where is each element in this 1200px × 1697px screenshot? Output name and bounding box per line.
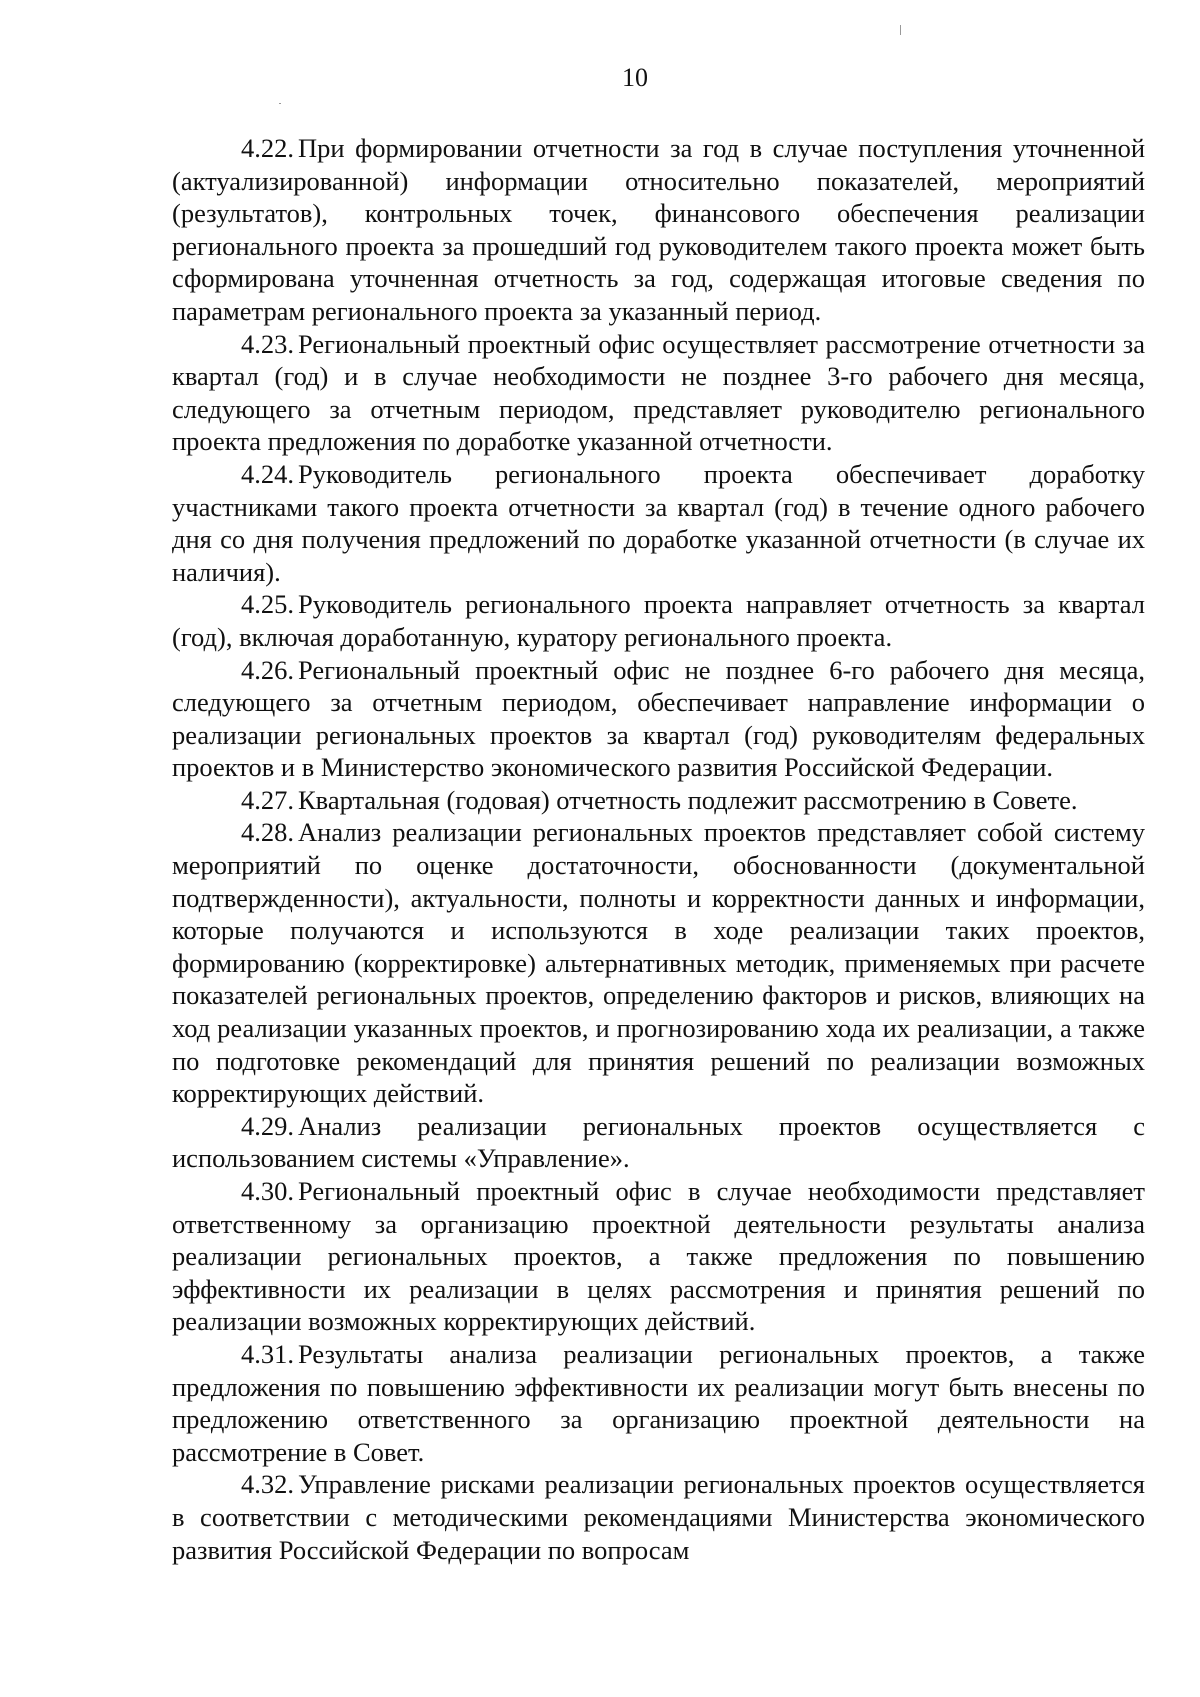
clause-4-32 (172, 1468, 1145, 1566)
clause-4-23 (172, 328, 1145, 458)
clause-number: 4.27. (241, 784, 294, 815)
clause-text: Анализ реализации региональных проектов представляет собой систему мероприятий по оценке достаточности, обоснованности (документальной подтвержденности), актуальности, полноты и корректности данных и информации, которые получаются и используются в ходе реализации таких проектов, формированию (корректировке) альтернативных методик, применяемых при расчете показателей региональных проектов, определению факторов и рисков, влияющих на ход реализации указанных проектов, и прогнозированию хода их реализации, а также по подготовке рекомендаций для принятия решений по реализации возможных корректирующих действий. (172, 817, 1145, 1109)
clause-text: Анализ реализации региональных проектов осуществляется с использованием системы «Управление». (172, 1110, 1145, 1174)
clause-number: 4.32. (241, 1469, 294, 1500)
clause-number: 4.30. (241, 1176, 294, 1206)
clause-text: Руководитель регионального проекта обеспечивает доработку участниками такого проекта отчетности за квартал (год) в течение одного рабочего дня со дня получения предложений по доработке указанной отчетности (в случае их наличия). (172, 458, 1145, 587)
clause-number: 4.29. (241, 1110, 294, 1141)
clause-number: 4.22. (241, 133, 294, 163)
clause-number: 4.28. (241, 817, 294, 848)
clause-text: Региональный проектный офис осуществляет рассмотрение отчетности за квартал (год) и в случае необходимости не позднее 3-го рабочего дня месяца, следующего за отчетным периодом, представляет руководителю регионального проекта предложения по доработке указанной отчетности. (172, 328, 1145, 457)
clause-number: 4.24. (241, 458, 294, 489)
clause-text: Руководитель регионального проекта направляет отчетность за квартал (год), включая доработанную, куратору регионального проекта. (172, 589, 1145, 652)
clause-4-30 (172, 1175, 1145, 1338)
clause-text: Региональный проектный офис не позднее 6-го рабочего дня месяца, следующего за отчетным периодом, обеспечивает направление информации о реализации региональных проектов за квартал (год) руководителям федеральных проектов и в Министерство экономического развития Российской Федерации. (172, 654, 1145, 783)
clause-number: 4.26. (241, 654, 294, 685)
clause-text: Региональный проектный офис в случае необходимости представляет ответственному за организацию проектной деятельности результаты анализа реализации региональных проектов, а также предложения по повышению эффективности их реализации в целях рассмотрения и принятия решений по реализации возможных корректирующих действий. (172, 1176, 1145, 1337)
clause-4-28 (172, 816, 1145, 1109)
clause-text: Квартальная (годовая) отчетность подлежит рассмотрению в Совете. (298, 784, 1078, 815)
clause-number: 4.23. (241, 328, 294, 359)
clause-text: При формировании отчетности за год в случае поступления уточненной (актуализированной) информации относительно показателей, мероприятий (результатов), контрольных точек, финансового обеспечения реализации регионального проекта за прошедший год руководителем такого проекта может быть сформирована уточненная отчетность за год, содержащая итоговые сведения по параметрам регионального проекта за указанный период. (172, 133, 1145, 326)
clause-4-26 (172, 654, 1145, 784)
clause-number: 4.25. (241, 589, 294, 620)
clause-4-31 (172, 1338, 1145, 1468)
clause-4-29 (172, 1110, 1145, 1175)
document-body (172, 132, 1145, 1566)
page-number: 10 (622, 63, 648, 92)
clause-number: 4.31. (241, 1338, 294, 1369)
scan-mark (279, 103, 281, 104)
clause-text: Результаты анализа реализации региональных проектов, а также предложения по повышению эффективности их реализации могут быть внесены по предложению ответственного за организацию проектной деятельности на рассмотрение в Совет. (172, 1338, 1145, 1467)
clause-4-25 (172, 588, 1145, 653)
clause-text: Управление рисками реализации региональных проектов осуществляется в соответствии с методическими рекомендациями Министерства экономического развития Российской Федерации по вопросам (172, 1469, 1145, 1565)
clause-4-24 (172, 458, 1145, 588)
scan-mark (900, 25, 901, 35)
clause-4-22 (172, 132, 1145, 328)
clause-4-27 (172, 784, 1145, 817)
